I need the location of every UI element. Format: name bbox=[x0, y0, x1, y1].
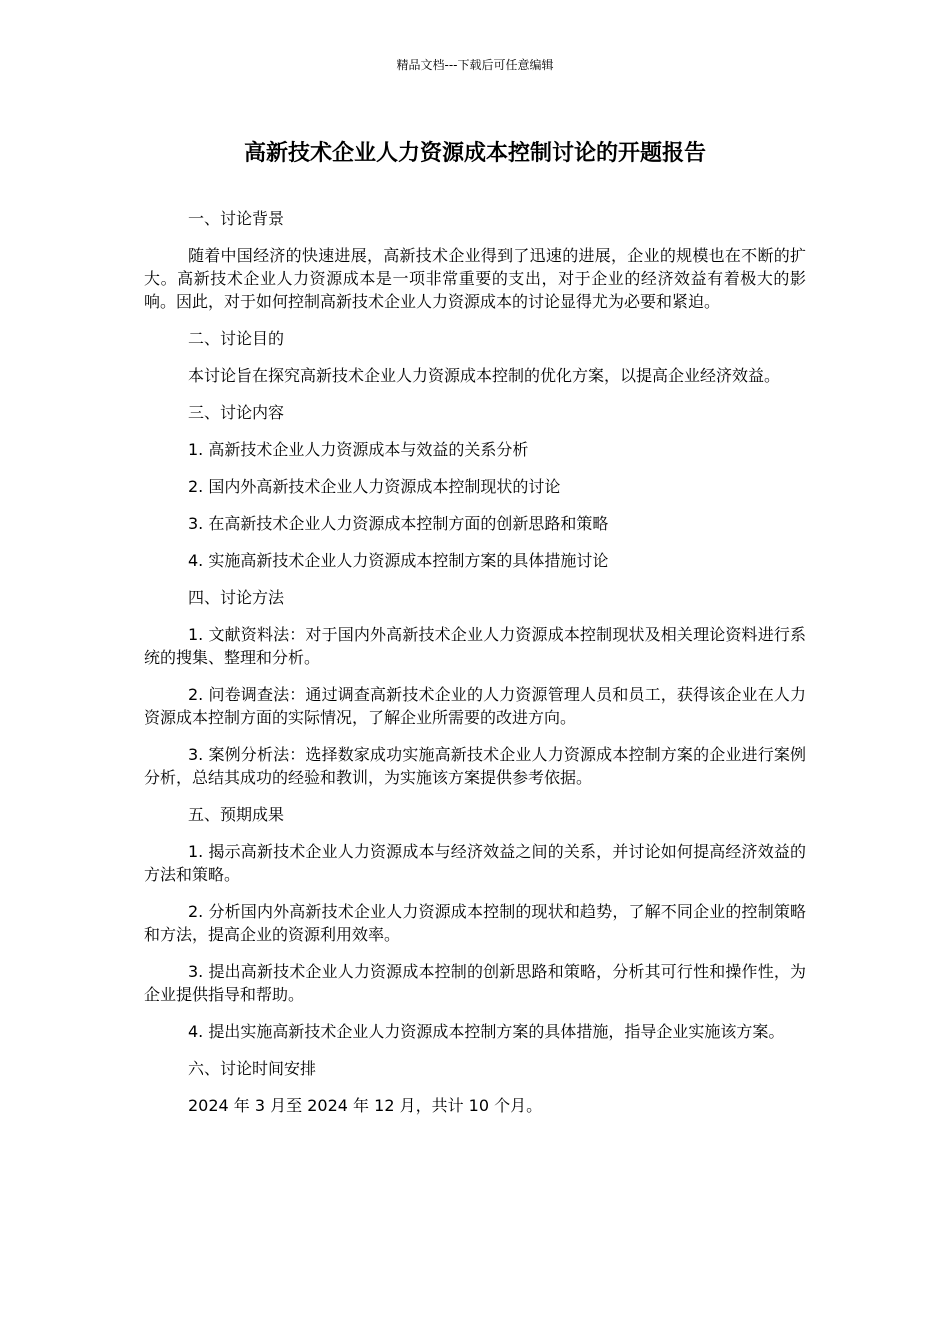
result-item: 1. 揭示高新技术企业人力资源成本与经济效益之间的关系，并讨论如何提高经济效益的方法和策略。 bbox=[144, 842, 806, 884]
document-body bbox=[144, 207, 806, 1131]
result-item: 4. 提出实施高新技术企业人力资源成本控制方案的具体措施，指导企业实施该方案。 bbox=[188, 1022, 785, 1041]
paragraph-schedule: 2024 年 3 月至 2024 年 12 月，共计 10 个月。 bbox=[188, 1096, 543, 1115]
result-item: 3. 提出高新技术企业人力资源成本控制的创新思路和策略，分析其可行性和操作性，为企业提供指导和帮助。 bbox=[144, 962, 806, 1004]
paragraph-purpose: 本讨论旨在探究高新技术企业人力资源成本控制的优化方案，以提高企业经济效益。 bbox=[188, 366, 781, 385]
content-item: 2. 国内外高新技术企业人力资源成本控制现状的讨论 bbox=[188, 477, 561, 496]
content-item: 4. 实施高新技术企业人力资源成本控制方案的具体措施讨论 bbox=[188, 551, 609, 570]
section-heading-purpose: 二、讨论目的 bbox=[188, 329, 285, 348]
section-heading-background: 一、讨论背景 bbox=[188, 209, 285, 228]
paragraph-background: 随着中国经济的快速进展，高新技术企业得到了迅速的进展，企业的规模也在不断的扩大。高新技术企业人力资源成本是一项非常重要的支出，对于企业的经济效益有着极大的影响。因此，对于如何控制高新技术企业人力资源成本的讨论显得尤为必要和紧迫。 bbox=[144, 246, 806, 311]
content-item: 3. 在高新技术企业人力资源成本控制方面的创新思路和策略 bbox=[188, 514, 609, 533]
section-heading-content: 三、讨论内容 bbox=[188, 403, 285, 422]
method-item: 1. 文献资料法：对于国内外高新技术企业人力资源成本控制现状及相关理论资料进行系统的搜集、整理和分析。 bbox=[144, 625, 806, 667]
header-note: 精品文档---下载后可任意编辑 bbox=[396, 58, 554, 72]
content-item: 1. 高新技术企业人力资源成本与效益的关系分析 bbox=[188, 440, 529, 459]
section-heading-schedule: 六、讨论时间安排 bbox=[188, 1059, 317, 1078]
method-item: 2. 问卷调查法：通过调查高新技术企业的人力资源管理人员和员工，获得该企业在人力资源成本控制方面的实际情况，了解企业所需要的改进方向。 bbox=[144, 685, 806, 727]
section-heading-results: 五、预期成果 bbox=[188, 805, 285, 824]
result-item: 2. 分析国内外高新技术企业人力资源成本控制的现状和趋势，了解不同企业的控制策略和方法，提高企业的资源利用效率。 bbox=[144, 902, 806, 944]
document-title: 高新技术企业人力资源成本控制讨论的开题报告 bbox=[243, 141, 706, 166]
method-item: 3. 案例分析法：选择数家成功实施高新技术企业人力资源成本控制方案的企业进行案例分析，总结其成功的经验和教训，为实施该方案提供参考依据。 bbox=[144, 745, 806, 787]
section-heading-method: 四、讨论方法 bbox=[188, 588, 285, 607]
